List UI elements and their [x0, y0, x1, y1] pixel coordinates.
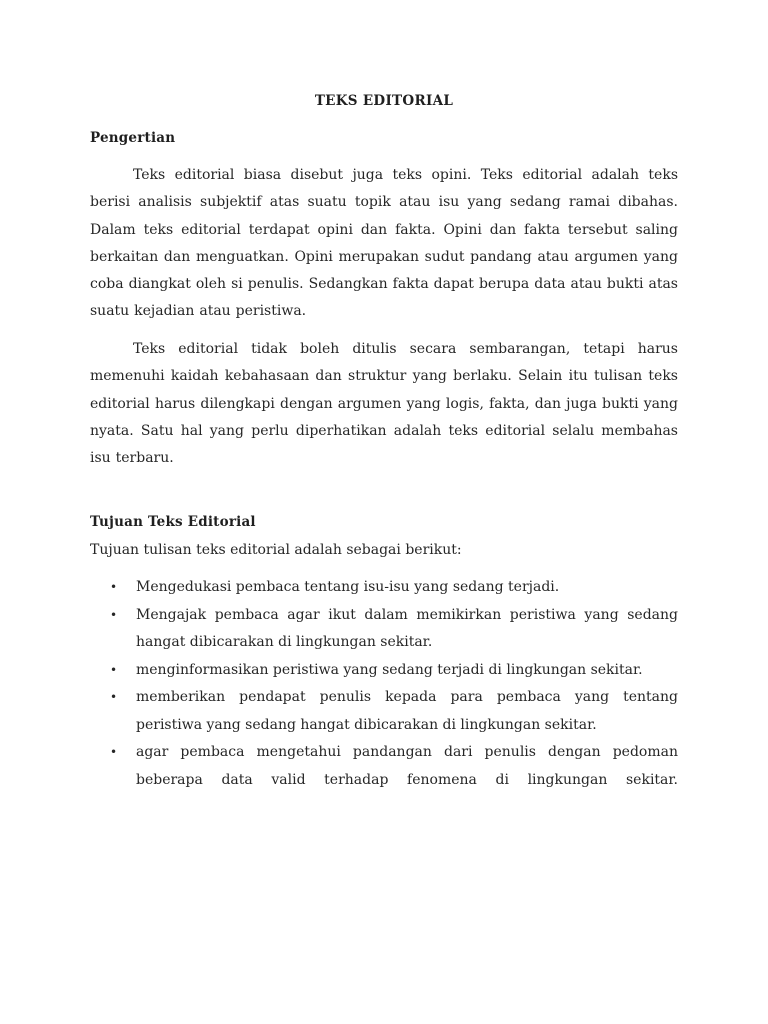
bullet-icon: •: [110, 662, 118, 677]
bullet-icon: •: [110, 745, 118, 759]
bullet-icon: •: [110, 580, 118, 594]
list-item-text: menginformasikan peristiwa yang sedang terjadi di lingkungan sekitar.: [136, 661, 643, 678]
list-item: [90, 574, 678, 602]
list-item-text: Mengajak pembaca agar ikut dalam memikirkan peristiwa yang sedang hangat dibicarakan di lingkungan sekitar.: [136, 606, 678, 650]
section-heading-pengertian: Pengertian: [90, 130, 176, 146]
list-item: [90, 602, 678, 657]
list-item: [90, 739, 678, 794]
bullet-icon: •: [110, 690, 118, 704]
list-item: [90, 684, 678, 739]
paragraph-definition-2: Teks editorial tidak boleh ditulis secara sembarangan, tetapi harus memenuhi kaidah kebahasaan dan struktur yang berlaku. Selain itu tulisan teks editorial harus dilengkapi dengan argumen yang logis, fakta, dan juga bukti yang nyata. Satu hal yang perlu diperhatikan adalah teks editorial selalu membahas isu terbaru.: [90, 341, 678, 467]
list-item: [90, 657, 678, 685]
list-item-text: Mengedukasi pembaca tentang isu-isu yang sedang terjadi.: [136, 579, 560, 595]
section-heading-tujuan: Tujuan Teks Editorial: [90, 514, 256, 530]
list-item-text: agar pembaca mengetahui pandangan dari penulis dengan pedoman beberapa data valid terhadap fenomena di lingkungan sekitar.: [136, 744, 678, 788]
goals-list: [90, 574, 678, 794]
paragraph-definition-1: Teks editorial biasa disebut juga teks opini. Teks editorial adalah teks berisi analisis subjektif atas suatu topik atau isu yang sedang ramai dibahas. Dalam teks editorial terdapat opini dan fakta. Opini dan fakta tersebut saling berkaitan dan menguatkan. Opini merupakan sudut pandang atau argumen yang coba diangkat oleh si penulis. Sedangkan fakta dapat berupa data atau bukti atas suatu kejadian atau peristiwa.: [90, 167, 678, 320]
list-item-text: memberikan pendapat penulis kepada para pembaca yang tentang peristiwa yang sedang hangat dibicarakan di lingkungan sekitar.: [136, 689, 678, 733]
document-title: TEKS EDITORIAL: [314, 93, 454, 109]
bullet-icon: •: [110, 607, 118, 622]
section-intro: Tujuan tulisan teks editorial adalah sebagai berikut:: [90, 542, 462, 558]
